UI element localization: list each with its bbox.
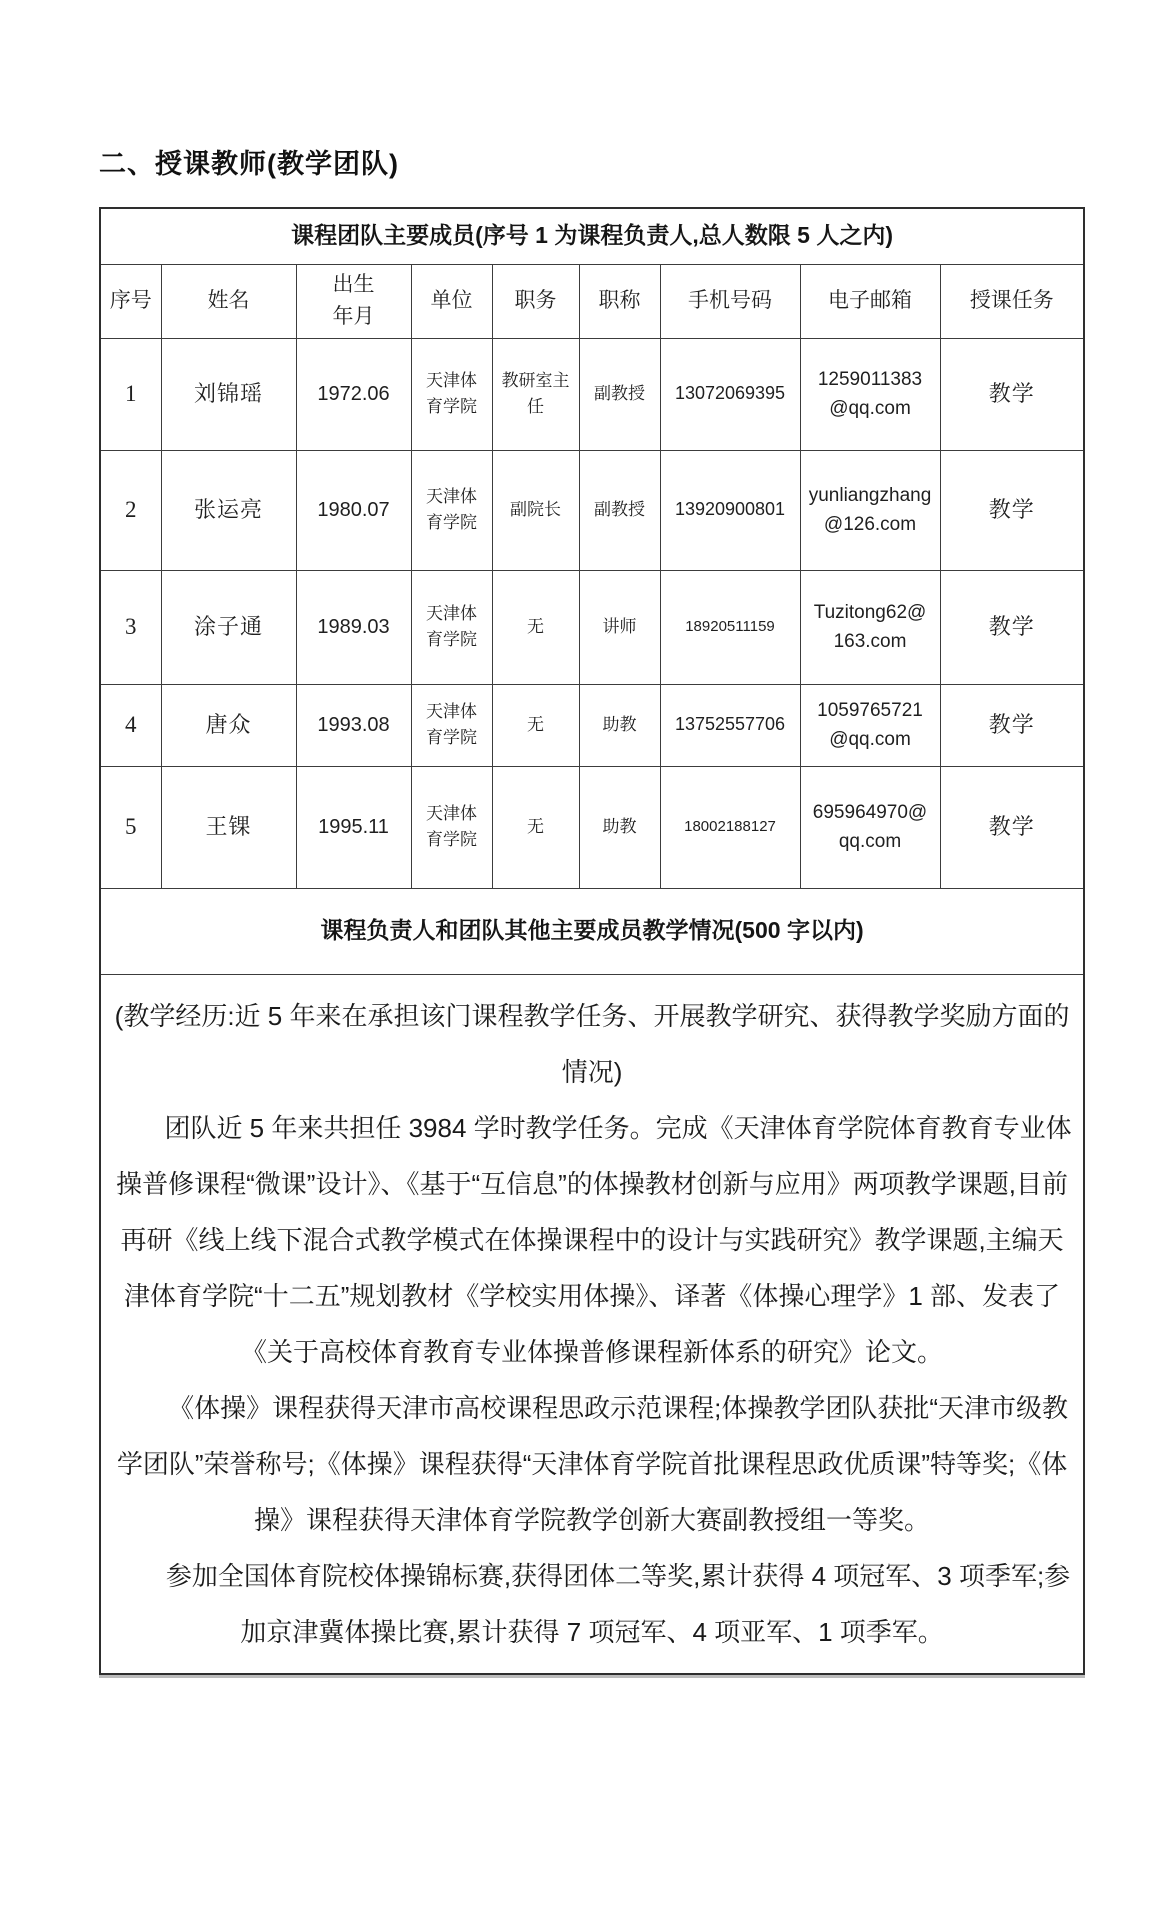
cell-email: 1059765721@qq.com [800, 684, 940, 766]
cell-unit: 天津体育学院 [411, 450, 492, 570]
cell-duty: 副院长 [492, 450, 579, 570]
cell-phone: 13752557706 [660, 684, 800, 766]
cell-phone: 13920900801 [660, 450, 800, 570]
table-row [100, 684, 1084, 766]
cell-task: 教学 [940, 570, 1084, 684]
table-row [100, 570, 1084, 684]
cell-phone: 18002188127 [660, 766, 800, 888]
cell-index: 4 [100, 684, 161, 766]
cell-email: yunliangzhang@126.com [800, 450, 940, 570]
summary-paragraph: 参加全国体育院校体操锦标赛,获得团体二等奖,累计获得 4 项冠军、3 项季军;参加京津冀体操比赛,累计获得 7 项冠军、4 项亚军、1 项季军。 [165, 1560, 1071, 1647]
col-header-index: 序号 [100, 264, 161, 338]
cell-rank: 助教 [579, 684, 660, 766]
cell-birth: 1995.11 [296, 766, 411, 888]
col-header-email: 电子邮箱 [800, 264, 940, 338]
cell-rank: 副教授 [579, 450, 660, 570]
cell-rank: 助教 [579, 766, 660, 888]
cell-index: 2 [100, 450, 161, 570]
cell-rank: 讲师 [579, 570, 660, 684]
col-header-duty: 职务 [492, 264, 579, 338]
cell-index: 3 [100, 570, 161, 684]
table-title: 课程团队主要成员(序号 1 为课程负责人,总人数限 5 人之内) [100, 208, 1084, 264]
cell-unit: 天津体育学院 [411, 570, 492, 684]
cell-email: 695964970@qq.com [800, 766, 940, 888]
cell-name: 张运亮 [161, 450, 296, 570]
cell-phone: 18920511159 [660, 570, 800, 684]
col-header-rank: 职称 [579, 264, 660, 338]
cell-task: 教学 [940, 338, 1084, 450]
document-content [99, 142, 1083, 1675]
summary-section-title: 课程负责人和团队其他主要成员教学情况(500 字以内) [100, 888, 1084, 974]
summary-paragraph: 《体操》课程获得天津市高校课程思政示范课程;体操教学团队获批“天津市级教学团队”荣誉称号;《体操》课程获得“天津体育学院首批课程思政优质课”特等奖;《体操》课程获得天津体育学院教学创新大赛副教授组一等奖。 [116, 1392, 1068, 1535]
cell-name: 涂子通 [161, 570, 296, 684]
col-header-name: 姓名 [161, 264, 296, 338]
cell-duty: 无 [492, 570, 579, 684]
table-row [100, 766, 1084, 888]
cell-duty: 无 [492, 684, 579, 766]
cell-index: 5 [100, 766, 161, 888]
col-header-task: 授课任务 [940, 264, 1084, 338]
cell-name: 唐众 [161, 684, 296, 766]
cell-task: 教学 [940, 766, 1084, 888]
cell-name: 王锞 [161, 766, 296, 888]
summary-header-row [100, 888, 1084, 974]
table-row [100, 338, 1084, 450]
cell-task: 教学 [940, 684, 1084, 766]
cell-phone: 13072069395 [660, 338, 800, 450]
section-title: 二、授课教师(教学团队) [99, 149, 399, 179]
summary-text-cell [100, 974, 1084, 1674]
cell-unit: 天津体育学院 [411, 684, 492, 766]
col-header-birth: 出生年月 [296, 264, 411, 338]
col-header-unit: 单位 [411, 264, 492, 338]
cell-birth: 1980.07 [296, 450, 411, 570]
cell-duty: 教研室主任 [492, 338, 579, 450]
cell-rank: 副教授 [579, 338, 660, 450]
cell-email: 1259011383@qq.com [800, 338, 940, 450]
team-members-table [99, 207, 1085, 1675]
cell-unit: 天津体育学院 [411, 766, 492, 888]
cell-birth: 1972.06 [296, 338, 411, 450]
summary-paragraph: 团队近 5 年来共担任 3984 学时教学任务。完成《天津体育学院体育教育专业体操普修课程“微课”设计》、《基于“互信息”的体操教材创新与应用》两项教学课题,目前再研《线上线下混合式教学模式在体操课程中的设计与实践研究》教学课题,主编天津体育学院“十二五”规划教材《学校实用体操》、译著《体操心理学》1 部、发表了《关于高校体育教育专业体操普修课程新体系的研究》论文。 [116, 1112, 1072, 1367]
cell-birth: 1993.08 [296, 684, 411, 766]
cell-duty: 无 [492, 766, 579, 888]
cell-birth: 1989.03 [296, 570, 411, 684]
summary-note-paragraph: (教学经历:近 5 年来在承担该门课程教学任务、开展教学研究、获得教学奖励方面的情况) [114, 1000, 1070, 1087]
table-title-row [100, 208, 1084, 264]
table-row [100, 450, 1084, 570]
cell-email: Tuzitong62@163.com [800, 570, 940, 684]
table-header-row [100, 264, 1084, 338]
cell-task: 教学 [940, 450, 1084, 570]
col-header-phone: 手机号码 [660, 264, 800, 338]
cell-index: 1 [100, 338, 161, 450]
cell-unit: 天津体育学院 [411, 338, 492, 450]
cell-name: 刘锦瑶 [161, 338, 296, 450]
summary-text-row [100, 974, 1084, 1674]
